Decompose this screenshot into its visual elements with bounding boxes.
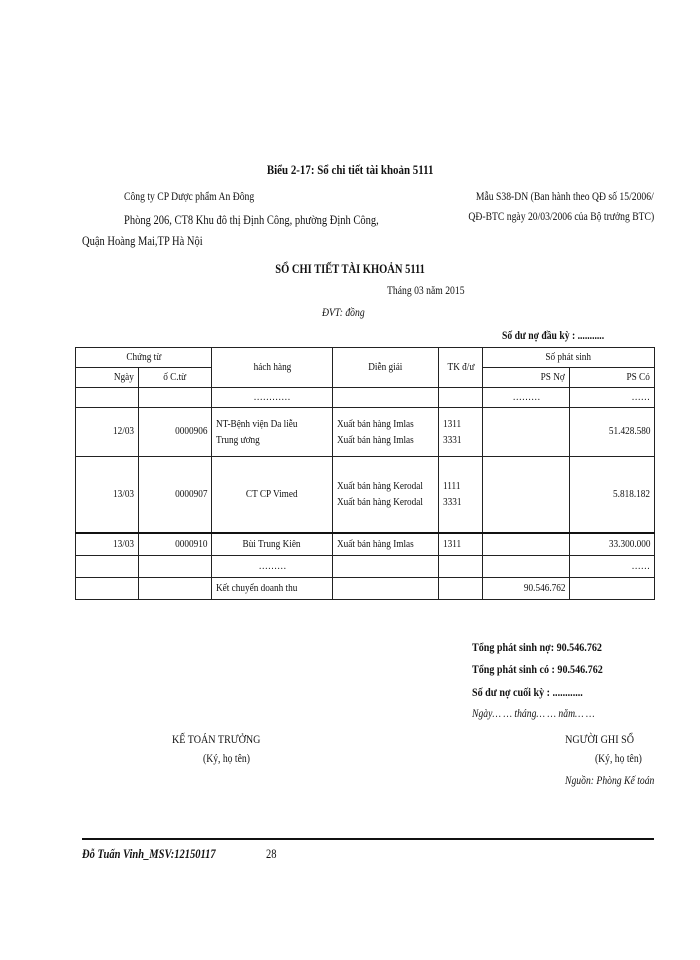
chief-accountant-sign: (Ký, họ tên) bbox=[203, 753, 250, 765]
footer-author: Đỗ Tuấn Vinh_MSV:12150117 bbox=[82, 847, 216, 861]
table-row: 13/03 0000910 Bùi Trung Kiên Xuất bán hàng Imlas 1311 33.300.000 bbox=[76, 533, 655, 556]
arising-header: Số phát sinh bbox=[483, 348, 655, 368]
ledger-title: SỔ CHI TIẾT TÀI KHOẢN 5111 bbox=[275, 262, 425, 276]
company-address-line1: Phòng 206, CT8 Khu đô thị Định Công, phường Định Công, bbox=[124, 213, 379, 227]
total-credit: Tổng phát sinh có : 90.546.762 bbox=[472, 662, 603, 676]
date-header: Ngày bbox=[76, 368, 139, 388]
table-row: 12/03 0000906 NT-Bệnh viện Da liễu Trung ương Xuất bán hàng Imlas Xuất bán hàng Imlas 1311 3331 51.428.580 bbox=[76, 408, 655, 457]
page-number: 28 bbox=[266, 847, 277, 861]
debit-header: PS Nợ bbox=[483, 368, 570, 388]
form-code-line2: QĐ-BTC ngày 20/03/2006 của Bộ trưởng BTC) bbox=[468, 211, 654, 223]
table-row: ……… …… bbox=[76, 556, 655, 578]
currency-unit: ĐVT: đồng bbox=[322, 307, 365, 319]
description-header: Diễn giải bbox=[333, 348, 439, 388]
number-header: ố C.từ bbox=[139, 368, 212, 388]
customer-header: hách hàng bbox=[212, 348, 333, 388]
table-row: Kết chuyển doanh thu 90.546.762 bbox=[76, 578, 655, 600]
total-debit: Tổng phát sinh nợ: 90.546.762 bbox=[472, 640, 602, 654]
figure-title: Biểu 2-17: Sổ chi tiết tài khoản 5111 bbox=[266, 162, 434, 177]
footer-rule bbox=[82, 838, 654, 840]
source-note: Nguồn: Phòng Kế toán bbox=[564, 775, 654, 787]
company-address-line2: Quận Hoàng Mai,TP Hà Nội bbox=[82, 234, 203, 248]
date-line: Ngày… … tháng… … năm… … bbox=[472, 708, 595, 720]
recorder-sign: (Ký, họ tên) bbox=[595, 753, 642, 765]
ledger-period: Tháng 03 năm 2015 bbox=[387, 285, 465, 297]
voucher-header: Chứng từ bbox=[76, 348, 212, 368]
closing-balance: Số dư nợ cuối kỳ : ............ bbox=[472, 685, 583, 699]
opening-balance: Số dư nợ đầu kỳ : ........... bbox=[502, 330, 605, 342]
header-row-1 bbox=[76, 348, 655, 368]
table-row: ………… ……… …… bbox=[76, 388, 655, 408]
form-code-line1: Mẫu S38-DN (Ban hành theo QĐ số 15/2006/ bbox=[476, 191, 654, 203]
company-name: Công ty CP Dược phẩm An Đông bbox=[124, 191, 255, 203]
credit-header: PS Có bbox=[570, 368, 655, 388]
recorder-title: NGƯỜI GHI SỔ bbox=[565, 732, 634, 746]
chief-accountant-title: KẾ TOÁN TRƯỞNG bbox=[172, 732, 261, 746]
ledger-table bbox=[75, 347, 655, 600]
table-row: 13/03 0000907 CT CP Vimed Xuất bán hàng Kerodal Xuất bán hàng Kerodal 1111 3331 5.818.182 bbox=[76, 457, 655, 533]
account-header: TK đ/ư bbox=[439, 348, 483, 388]
